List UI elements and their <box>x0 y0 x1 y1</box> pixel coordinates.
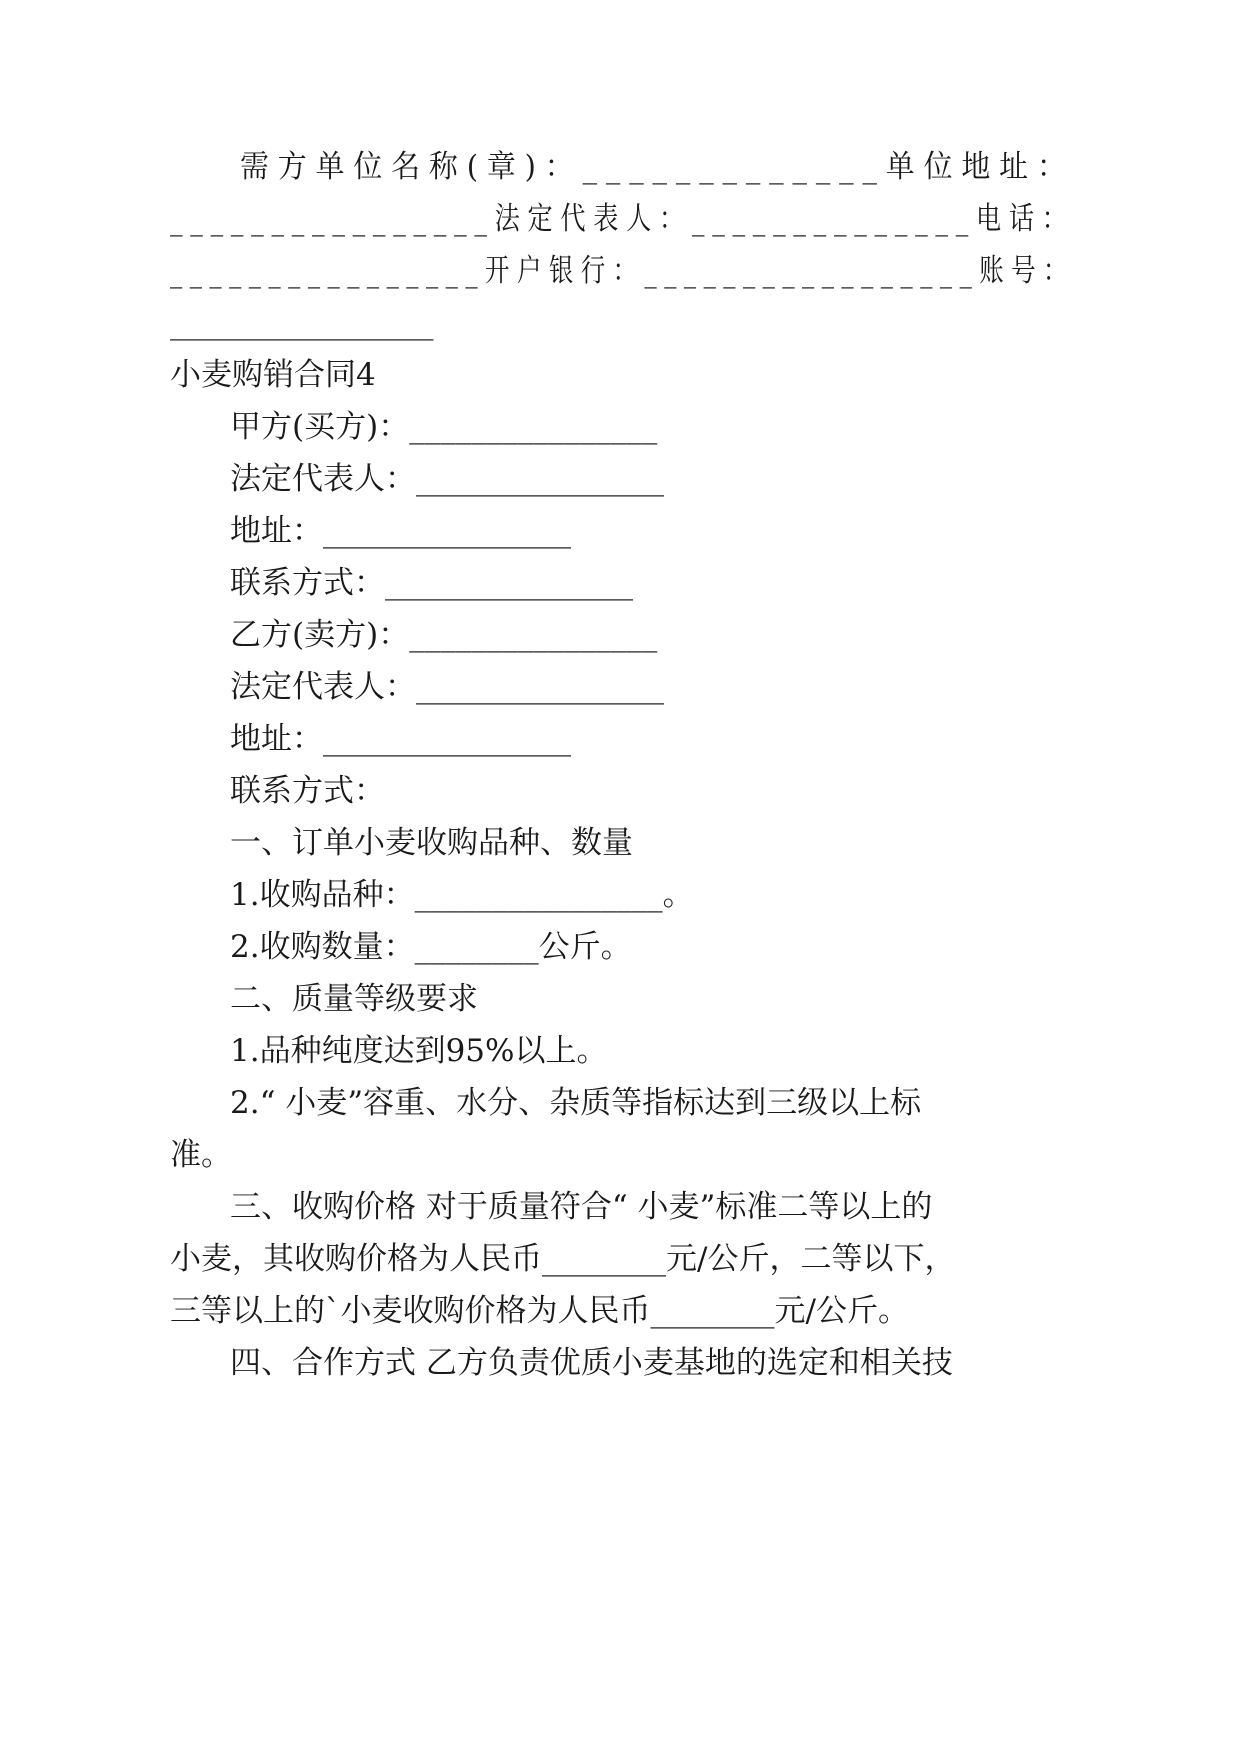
section-1-title: 一、订单小麦收购品种、数量 <box>230 825 633 861</box>
party-b-line: 乙方(卖方)：________________ <box>230 617 658 653</box>
section-3-line-1: 三、收购价格 对于质量符合“ 小麦”标准二等以上的 <box>230 1189 933 1225</box>
party-a-line: 甲方(买方)：________________ <box>230 409 658 445</box>
section-1-item-1: 1.收购品种：________________。 <box>230 877 694 913</box>
section-1-item-2: 2.收购数量：________公斤。 <box>230 929 632 965</box>
party-b-contact-line: 联系方式： <box>230 773 385 809</box>
section-2-item-1: 1.品种纯度达到95%以上。 <box>230 1033 608 1069</box>
party-a-contact-line: 联系方式：________________ <box>230 565 633 601</box>
section-3-line-2: 小麦，其收购价格为人民币________元/公斤，二等以下， <box>170 1241 956 1277</box>
header-line-3: ________________开户银行：_________________账号： <box>170 253 1075 289</box>
header-line-1: 需方单位名称(章)：_____________单位地址： <box>240 149 1075 185</box>
section-2-item-2-line-1: 2.“ 小麦”容重、水分、杂质等指标达到三级以上标 <box>230 1085 922 1121</box>
section-2-title: 二、质量等级要求 <box>230 981 478 1017</box>
party-b-representative-line: 法定代表人：________________ <box>230 669 664 705</box>
header-line-2: ________________法定代表人：______________电话： <box>170 201 1075 237</box>
party-b-address-line: 地址：________________ <box>230 721 571 757</box>
section-4-line-1: 四、合作方式 乙方负责优质小麦基地的选定和相关技 <box>230 1345 953 1381</box>
section-3-line-3: 三等以上的`小麦收购价格为人民币________元/公斤。 <box>170 1293 909 1329</box>
section-2-item-2-line-2: 准。 <box>170 1137 232 1173</box>
header-line-4: _________________ <box>170 305 434 341</box>
party-a-address-line: 地址：________________ <box>230 513 571 549</box>
party-a-representative-line: 法定代表人：________________ <box>230 461 664 497</box>
contract-title: 小麦购销合同4 <box>170 357 376 393</box>
